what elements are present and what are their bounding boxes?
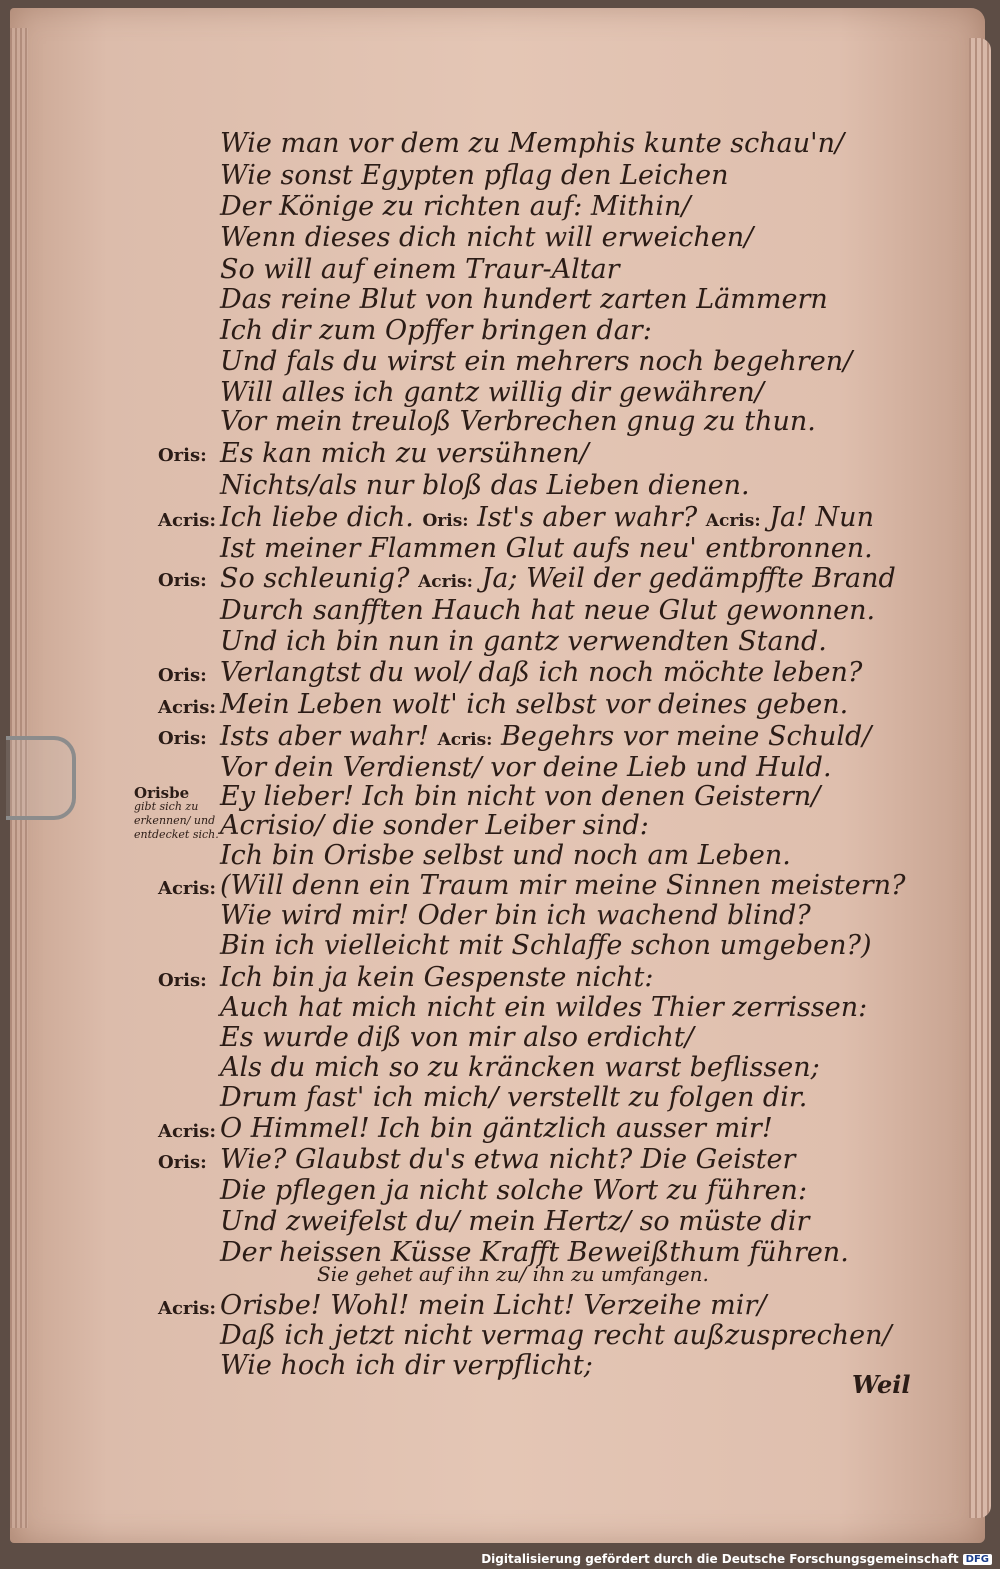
verse-line: Ich bin ja kein Gespenste nicht: — [220, 962, 654, 993]
verse-line: Und zweifelst du/ mein Hertz/ so müste dir — [220, 1206, 810, 1237]
speaker-label: Oris: — [158, 665, 207, 686]
verse-line: Als du mich so zu kräncken warst beflissen; — [220, 1052, 820, 1083]
speaker-label: Acris: — [158, 1298, 217, 1319]
stage-note-title: Orisbe — [134, 784, 190, 802]
verse-text: Ja; Weil der gedämpffte Brand — [481, 563, 896, 594]
verse-line — [220, 721, 872, 756]
verse-line: Wie man vor dem zu Memphis kunte schau'n/ — [220, 128, 845, 159]
verse-line: Auch hat mich nicht ein wildes Thier zerrissen: — [220, 992, 868, 1023]
verse-line: Durch sanfften Hauch hat neue Glut gewonnen. — [220, 595, 876, 626]
verse-text: Ich liebe dich. — [220, 502, 414, 533]
stage-direction: Sie gehet auf ihn zu/ ihn zu umfangen. — [317, 1262, 709, 1286]
speaker-label: Acris: — [158, 510, 217, 531]
stage-note-text: gibt sich zu erkennen/ und entdecket sich. — [134, 800, 219, 841]
verse-line: Vor mein treuloß Verbrechen gnug zu thun. — [220, 406, 816, 437]
verse-line: Das reine Blut von hundert zarten Lämmern — [220, 284, 828, 315]
verse-line: Es kan mich zu versühnen/ — [220, 438, 589, 469]
verse-line: Es wurde diß von mir also erdicht/ — [220, 1022, 694, 1053]
verse-text: Ist's aber wahr? — [477, 502, 698, 533]
catchword: Weil — [852, 1370, 911, 1399]
speaker-label: Acris: — [437, 730, 493, 750]
speaker-label: Acris: — [418, 572, 473, 592]
verse-line: Acrisio/ die sonder Leiber sind: — [220, 810, 649, 841]
verse-line — [220, 502, 874, 537]
verse-line: Orisbe! Wohl! mein Licht! Verzeihe mir/ — [220, 1290, 767, 1321]
verse-line: Und ich bin nun in gantz verwendten Stand. — [220, 626, 827, 657]
verse-line: (Will denn ein Traum mir meine Sinnen meistern? — [220, 870, 906, 901]
verse-line: Bin ich vielleicht mit Schlaffe schon umgeben?) — [220, 930, 872, 961]
verse-line: Mein Leben wolt' ich selbst vor deines geben. — [220, 689, 849, 720]
verse-line: Ich dir zum Opffer bringen dar: — [220, 315, 652, 346]
stage-note — [134, 786, 234, 842]
verse-line: Verlangtst du wol/ daß ich noch möchte leben? — [220, 657, 863, 688]
verse-line: Ich bin Orisbe selbst und noch am Leben. — [220, 840, 791, 871]
verse-line: Drum fast' ich mich/ verstellt zu folgen dir. — [220, 1082, 808, 1113]
speaker-label: Acris: — [158, 1121, 217, 1142]
digitization-footer — [481, 1552, 992, 1566]
verse-line: O Himmel! Ich bin gäntzlich ausser mir! — [220, 1113, 773, 1144]
footer-text: Digitalisierung gefördert durch die Deutsche Forschungsgemeinschaft — [481, 1552, 959, 1566]
speaker-label: Acris: — [705, 511, 761, 531]
verse-line: Und fals du wirst ein mehrers noch begehren/ — [220, 346, 853, 377]
speaker-label: Oris: — [422, 511, 469, 531]
verse-line: Wie wird mir! Oder bin ich wachend blind? — [220, 900, 811, 931]
verse-line: Der Könige zu richten auf: Mithin/ — [220, 191, 691, 222]
speaker-label: Acris: — [158, 697, 217, 718]
speaker-label: Oris: — [158, 1152, 207, 1173]
speaker-label: Oris: — [158, 445, 207, 466]
verse-line: Nichts/als nur bloß das Lieben dienen. — [220, 470, 750, 501]
verse-line: Wie hoch ich dir verpflicht; — [220, 1350, 593, 1381]
verse-line: Die pflegen ja nicht solche Wort zu führen: — [220, 1175, 808, 1206]
verse-line: Der heissen Küsse Krafft Beweißthum führen. — [220, 1237, 849, 1268]
verse-line: Ey lieber! Ich bin nicht von denen Geistern/ — [220, 781, 821, 812]
speaker-label: Oris: — [158, 570, 207, 591]
verse-line: So will auf einem Traur-Altar — [220, 254, 620, 285]
verse-line: Daß ich jetzt nicht vermag recht außzusprechen/ — [220, 1320, 892, 1351]
speaker-label: Acris: — [158, 878, 217, 899]
verse-line: Wie? Glaubst du's etwa nicht? Die Geister — [220, 1144, 796, 1175]
verse-line: Will alles ich gantz willig dir gewähren/ — [220, 377, 764, 408]
verse-line: Wie sonst Egypten pflag den Leichen — [220, 160, 729, 191]
verse-line: Ist meiner Flammen Glut aufs neu' entbronnen. — [220, 533, 873, 564]
verse-text: So schleunig? — [220, 563, 410, 594]
verse-line: Vor dein Verdienst/ vor deine Lieb und Huld. — [220, 752, 832, 783]
verse-line: Wenn dieses dich nicht will erweichen/ — [220, 222, 754, 253]
verse-text: Ists aber wahr! — [220, 721, 430, 752]
verse-line — [220, 563, 896, 598]
speaker-label: Oris: — [158, 728, 207, 749]
verse-text: Ja! Nun — [769, 502, 874, 533]
speaker-label: Oris: — [158, 970, 207, 991]
verse-text: Begehrs vor meine Schuld/ — [501, 721, 872, 752]
dfg-logo: DFG — [963, 1554, 992, 1565]
